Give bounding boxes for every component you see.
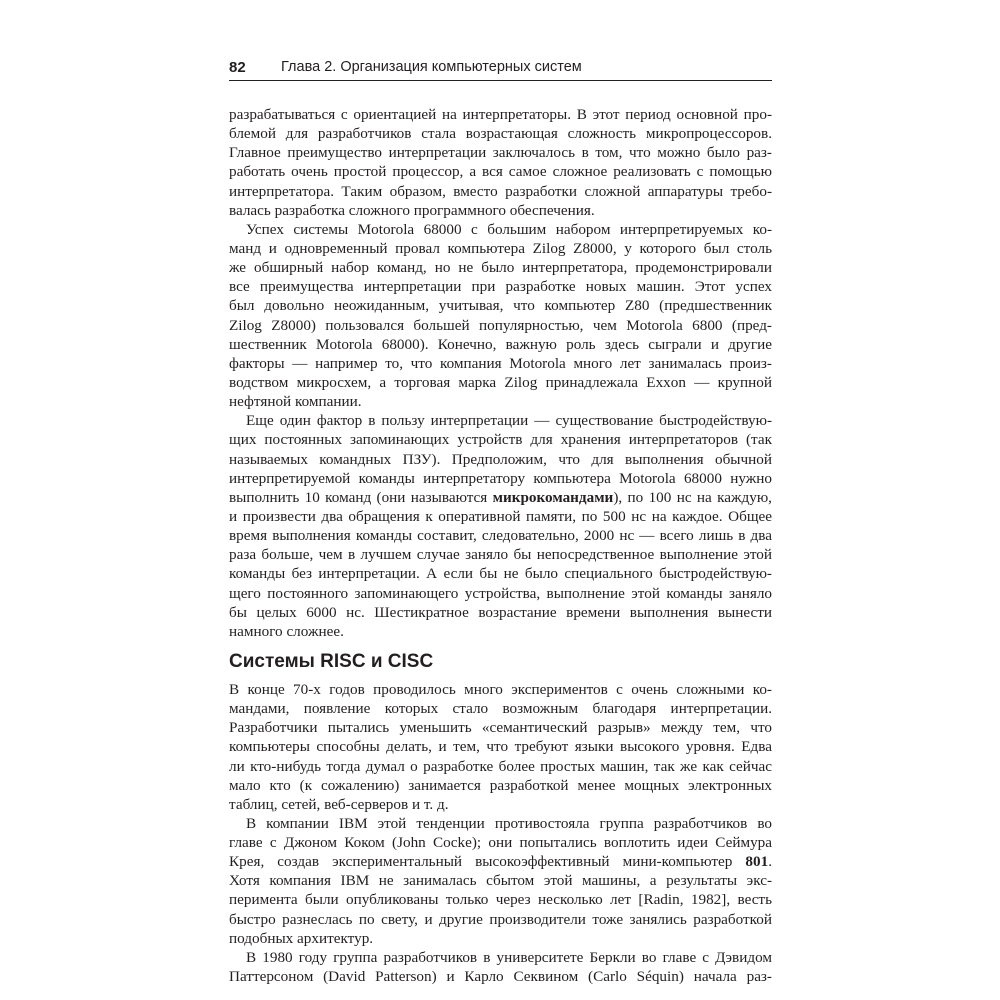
paragraph-ibm bbox=[229, 814, 772, 948]
text-line: манд и одновременный провал компьютера Zilog Z8000, у которого был столь bbox=[229, 239, 772, 257]
section-heading: Системы RISC и CISC bbox=[229, 650, 434, 672]
paragraph-motorola bbox=[229, 220, 772, 411]
paragraph-rom bbox=[229, 411, 772, 641]
text-line: интерпретируемой команды интерпретатору компьютера Motorola 68000 нужно bbox=[229, 469, 772, 487]
text-line: В 1980 году группа разработчиков в университете Беркли во главе с Дэвидом bbox=[246, 948, 772, 966]
line-end: . bbox=[768, 853, 772, 871]
text-line: перимента были опубликованы только через несколько лет [Radin, 1982], весть bbox=[229, 891, 772, 909]
paragraph-interpreters bbox=[229, 105, 772, 220]
text-line: Успех системы Motorola 68000 с большим набором интерпретируемых ко- bbox=[246, 220, 772, 238]
spacer bbox=[229, 641, 772, 651]
text-line: Еще один фактор в пользу интерпретации — существование быстродействую- bbox=[246, 412, 772, 430]
line-end: ), по 100 нс на каждую, bbox=[613, 488, 772, 506]
text-line: работать очень простой процессор, а вся самое сложное реализовать с помощью bbox=[229, 163, 772, 181]
text-line: щего постоянного запоминающего устройства, выполнение этой команды заняло bbox=[229, 584, 772, 602]
text-line: шественник Motorola 68000). Конечно, важную роль здесь сыграли и другие bbox=[229, 335, 772, 353]
bold-term: микрокомандами bbox=[492, 488, 614, 506]
text-line: валась разработка сложного программного обеспечения. bbox=[229, 201, 595, 219]
text-line: мало кто (к сожалению) занимается разработкой менее мощных электронных bbox=[229, 776, 772, 794]
text-line: Zilog Z8000) пользовался большей популярностью, чем Motorola 6800 (пред- bbox=[229, 316, 772, 334]
paragraph-berkeley bbox=[229, 948, 772, 986]
text-line: время выполнения команды составит, следовательно, 2000 нс — всего лишь в два bbox=[229, 527, 772, 545]
text-line: команды без интерпретации. А если бы не было специального быстродействую- bbox=[229, 565, 772, 583]
text-line: Паттерсоном (David Patterson) и Карло Секвином (Carlo Séquin) начала раз- bbox=[229, 968, 772, 986]
text-line: компьютеры способны делать, и тем, что требуют языки высокого уровня. Едва bbox=[229, 738, 772, 756]
page-number: 82 bbox=[229, 59, 246, 76]
text-line: В компании IBM этой тенденции противостояла группа разработчиков во bbox=[246, 814, 772, 832]
text-line: подобных архитектур. bbox=[229, 929, 374, 947]
text-line: и произвести два обращения к оперативной памяти, по 500 нс на каждое. Общее bbox=[229, 507, 772, 525]
page-body bbox=[229, 105, 772, 986]
text-line: был довольно неожиданным, учитывая, что компьютер Z80 (предшественник bbox=[229, 297, 772, 315]
bold-term: 801 bbox=[745, 853, 769, 871]
paragraph-complex-commands bbox=[229, 680, 772, 814]
text-line: блемой для разработчиков стала возрастающая сложность микропроцессоров. bbox=[229, 125, 772, 143]
text-line: водством микросхем, а торговая марка Zilog принадлежала Exxon — крупной bbox=[229, 373, 772, 391]
text-line: В конце 70-х годов проводилось много экспериментов с очень сложными ко- bbox=[229, 680, 772, 698]
header-rule bbox=[229, 80, 772, 81]
text-line: же обширный набор команд, но не было интерпретатора, продемонстрировали bbox=[229, 259, 772, 277]
text-line: таблиц, сетей, веб-серверов и т. д. bbox=[229, 795, 449, 813]
spacer bbox=[229, 673, 772, 680]
text-line: намного сложнее. bbox=[229, 622, 344, 640]
text-line: Хотя компания IBM не занималась сбытом этой машины, а результаты экс- bbox=[229, 872, 772, 890]
text-line: щих постоянных запоминающих устройств для хранения интерпретаторов (так bbox=[229, 431, 772, 449]
text-line: ли кто-нибудь тогда думал о разработке более простых машин, так же как сейчас bbox=[229, 757, 772, 775]
line-start: выполнить 10 команд (они называются bbox=[229, 488, 493, 506]
text-line: разрабатываться с ориентацией на интерпретаторы. В этот период основной про- bbox=[229, 106, 772, 123]
text-line: все преимущества интерпретации при разработке новых машин. Этот успех bbox=[229, 278, 772, 296]
text-line: интерпретатора. Таким образом, вместо разработки сложной аппаратуры требо- bbox=[229, 182, 772, 200]
text-line: бы целых 6000 нс. Шестикратное возрастание времени выполнения вынести bbox=[229, 603, 772, 621]
text-line: нефтяной компании. bbox=[229, 393, 362, 411]
text-line: быстро разнеслась по свету, и другие производители тоже занялись разработкой bbox=[229, 910, 772, 928]
text-line: Разработчики пытались уменьшить «семантический разрыв» между тем, что bbox=[229, 719, 772, 737]
text-line: раза больше, чем в лучшем случае заняло бы непосредственное выполнение этой bbox=[229, 546, 772, 564]
text-line: называемых командных ПЗУ). Предположим, что для выполнения обычной bbox=[229, 450, 772, 468]
running-title: Глава 2. Организация компьютерных систем bbox=[281, 59, 582, 75]
text-line: главе с Джоном Коком (John Cocke); они попытались воплотить идеи Сеймура bbox=[229, 834, 772, 852]
text-line: факторы — например то, что компания Motorola много лет занималась произ- bbox=[229, 354, 772, 372]
line-start: Крея, создав экспериментальный высокоэффективный мини-компьютер bbox=[229, 853, 746, 871]
text-line: мандами, появление которых стало возможным благодаря интерпретации. bbox=[229, 700, 772, 718]
text-line-with-term bbox=[229, 488, 772, 507]
text-line-with-term bbox=[229, 852, 772, 871]
text-line: Главное преимущество интерпретации заключалось в том, что можно было раз- bbox=[229, 144, 772, 162]
